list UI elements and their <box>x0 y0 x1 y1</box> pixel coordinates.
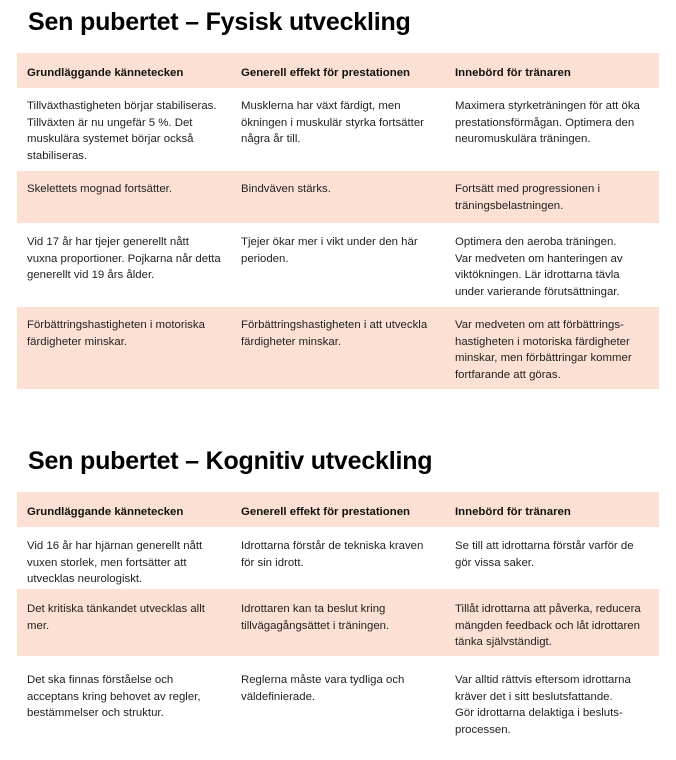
table-header-row <box>17 492 659 527</box>
table-cell: Tjejer ökar mer i vikt under den här perioden. <box>241 236 418 265</box>
table-cell: Bindväven stärks. <box>241 183 331 195</box>
header-cell: Innebörd för tränaren <box>455 67 571 79</box>
header-cell: Generell effekt för prestationen <box>241 506 411 518</box>
table-cell: Var alltid rättvis eftersom idrottarna kräver det i sitt beslutsfattande. Gör idrottarna delaktiga i besluts- processen. <box>455 674 631 736</box>
table-cell: Idrottaren kan ta beslut kring tillvägagångsättet i träningen. <box>241 603 390 632</box>
section-title-kognitiv: Sen pubertet – Kognitiv utveckling <box>28 447 433 475</box>
table-cell: Tillväxthastigheten börjar stabiliseras. Tillväxten är nu ungefär 5 %. Det muskulära systemet börjar också stabiliseras. <box>27 100 217 162</box>
table-row <box>17 527 659 589</box>
table-row <box>17 223 659 307</box>
table-cell: Optimera den aeroba träningen. Var medveten om hanteringen av viktökningen. Lär idrottarna tävla under varierande förutsättningar. <box>455 236 623 298</box>
header-cell: Innebörd för tränaren <box>455 506 571 518</box>
header-cell: Grundläggande kännetecken <box>27 506 184 518</box>
table-cell: Förbättringshastigheten i motoriska färdigheter minskar. <box>27 319 205 348</box>
table-cell: Förbättringshastigheten i att utveckla färdigheter minskar. <box>241 319 428 348</box>
table-cell: Det ska finnas förståelse och acceptans kring behovet av regler, bestämmelser och struktur. <box>27 674 201 719</box>
table-cell: Var medveten om att förbättrings- hastigheten i motoriska färdigheter minskar, men förbättringar kommer fortfarande att göras. <box>455 319 632 381</box>
table-row <box>17 589 659 656</box>
table-fysisk <box>17 53 659 389</box>
table-cell: Skelettets mognad fortsätter. <box>27 183 172 195</box>
table-cell: Maximera styrketräningen för att öka prestationsförmågan. Optimera den neuromuskulära träningen. <box>455 100 640 145</box>
table-cell: Vid 17 år har tjejer generellt nått vuxna proportioner. Pojkarna når detta generellt vid 19 års ålder. <box>27 236 221 281</box>
table-cell: Reglerna måste vara tydliga och väldefinierade. <box>241 674 405 703</box>
table-cell: Fortsätt med progressionen i träningsbelastningen. <box>455 183 600 212</box>
table-kognitiv <box>17 492 659 754</box>
table-cell: Musklerna har växt färdigt, men ökningen i muskulär styrka fortsätter några år till. <box>241 100 424 145</box>
table-row <box>17 307 659 389</box>
table-cell: Idrottarna förstår de tekniska kraven för sin idrott. <box>241 540 424 569</box>
table-row <box>17 656 659 754</box>
table-row <box>17 171 659 223</box>
section-title-fysisk: Sen pubertet – Fysisk utveckling <box>28 8 411 36</box>
header-cell: Grundläggande kännetecken <box>27 67 184 79</box>
table-cell: Det kritiska tänkandet utvecklas allt mer. <box>27 603 205 632</box>
table-header-row <box>17 53 659 88</box>
header-cell: Generell effekt för prestationen <box>241 67 411 79</box>
table-cell: Tillåt idrottarna att påverka, reducera mängden feedback och låt idrottaren tänka självständigt. <box>455 603 641 648</box>
table-cell: Vid 16 år har hjärnan generellt nått vuxen storlek, men fortsätter att utvecklas neurologiskt. <box>27 540 203 585</box>
table-row <box>17 88 659 171</box>
table-cell: Se till att idrottarna förstår varför de gör vissa saker. <box>455 540 634 569</box>
